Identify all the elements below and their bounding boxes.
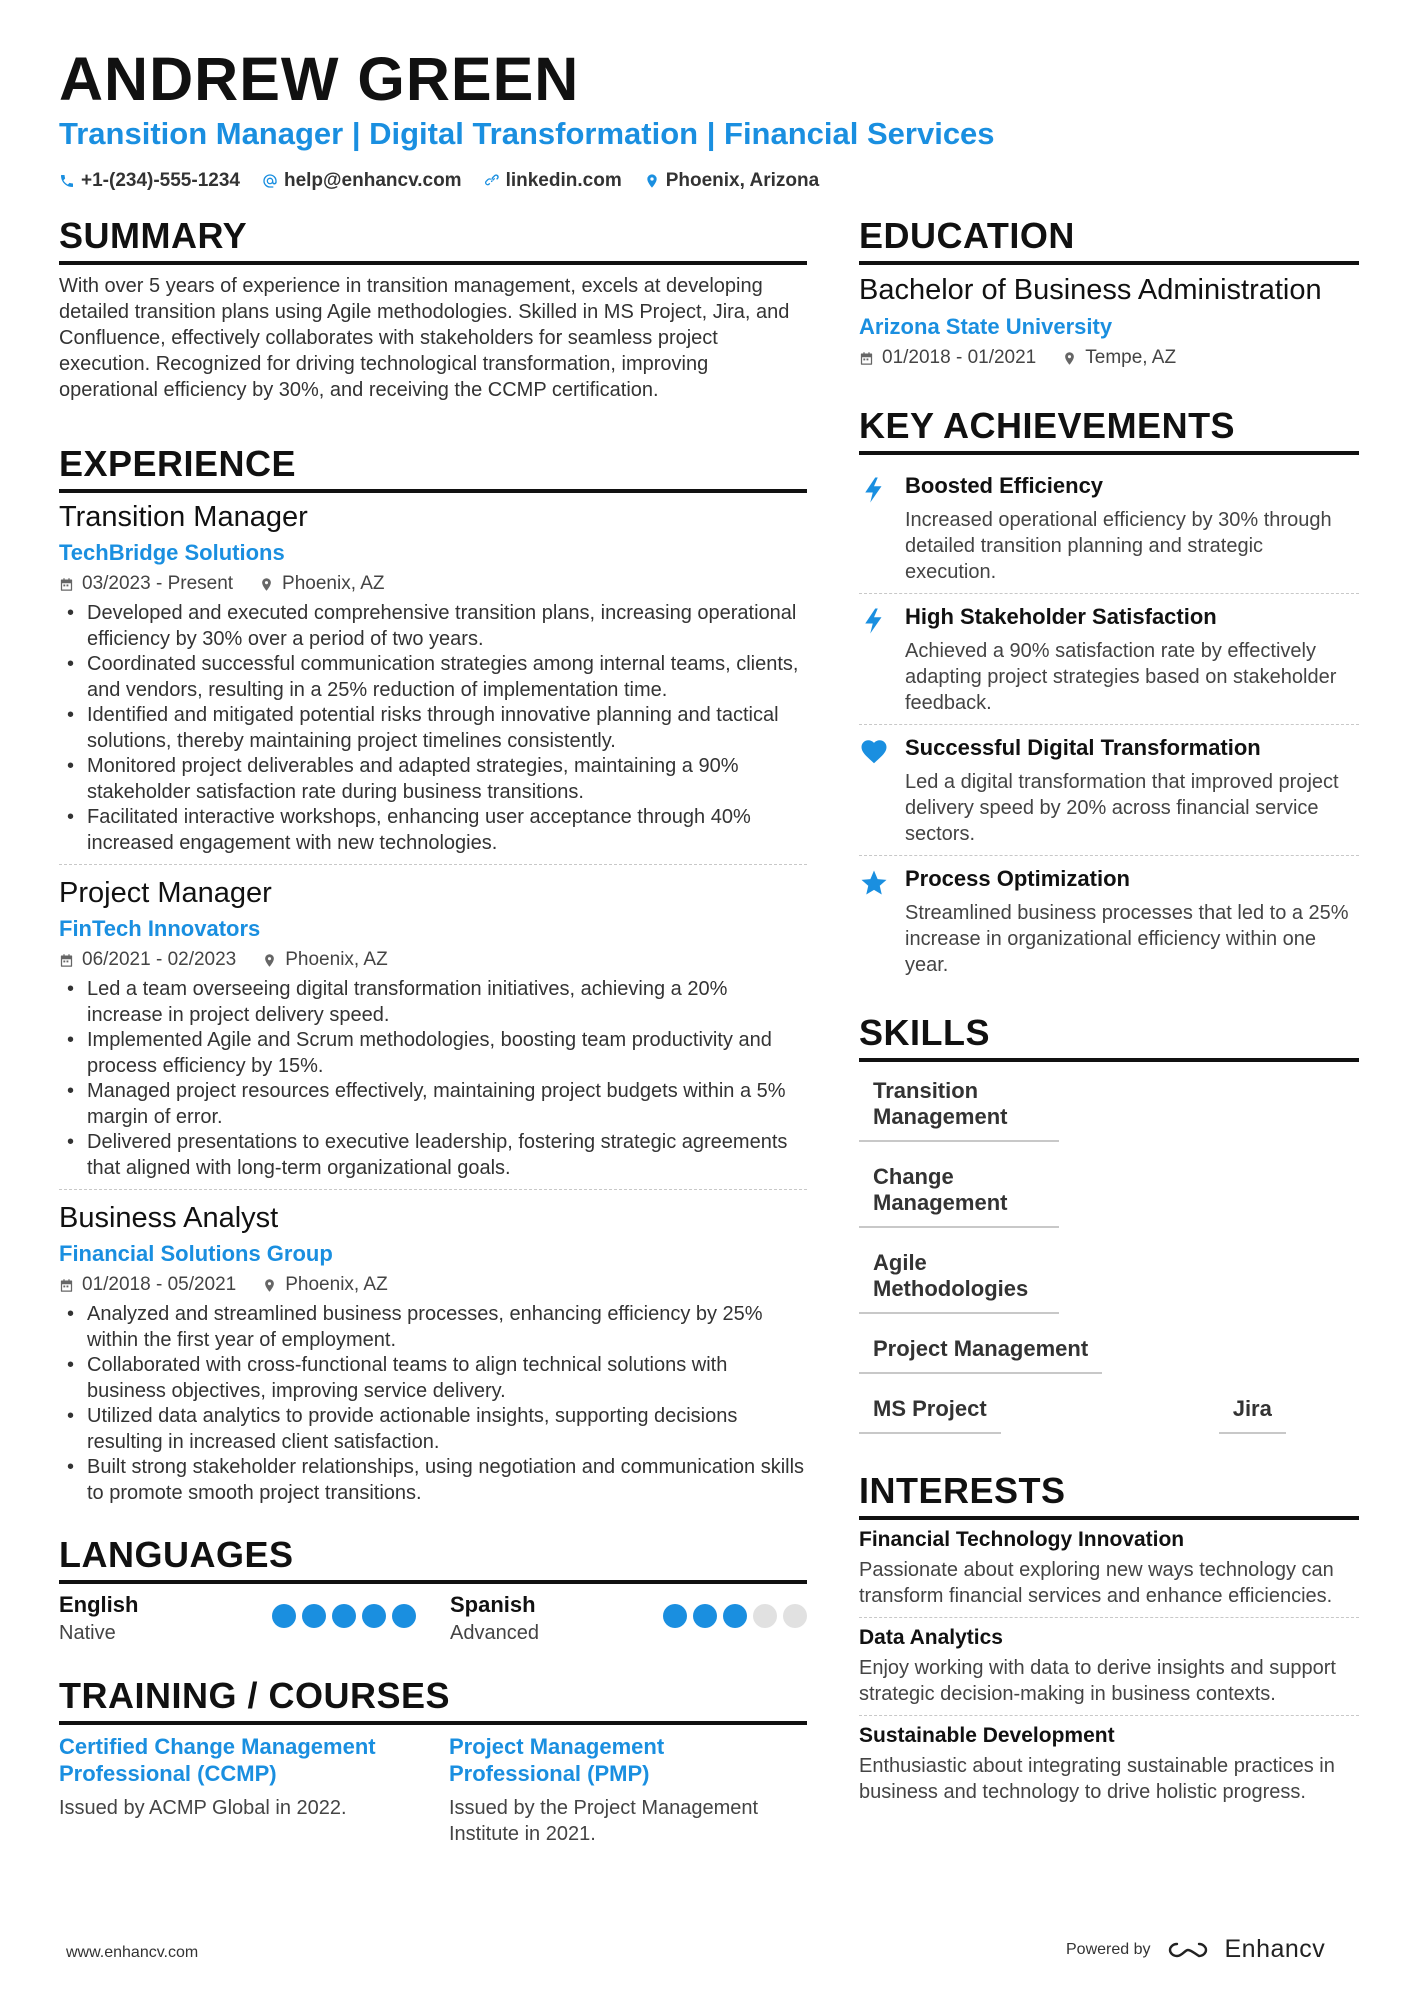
bullet-item: • Analyzed and streamlined business processes, enhancing efficiency by 25% within the first year of employment. — [59, 1302, 807, 1353]
education-location-text: Tempe, AZ — [1085, 347, 1177, 368]
achievement-item — [859, 463, 1359, 594]
rating-dot-empty — [783, 1604, 807, 1628]
language-level: Advanced — [450, 1622, 539, 1644]
education-dates-text: 01/2018 - 01/2021 — [882, 347, 1037, 368]
skills-heading: SKILLS — [859, 1012, 1359, 1062]
job-entry — [59, 877, 807, 1190]
phone-icon — [59, 173, 75, 189]
job-title: Business Analyst — [59, 1202, 279, 1234]
bullet-item: • Identified and mitigated potential risks through innovative planning and tactical solutions, thereby maintaining project timelines consistently. — [59, 703, 807, 754]
interest-desc: Enjoy working with data to derive insights and support strategic decision-making in business contexts. — [859, 1657, 1336, 1705]
job-dates-text: 03/2023 - Present — [82, 573, 234, 594]
heart-icon — [859, 737, 889, 767]
achievement-title: Boosted Efficiency — [905, 473, 1104, 498]
phone-text: +1-(234)-555-1234 — [81, 170, 240, 191]
job-location-text: Phoenix, AZ — [282, 573, 385, 594]
job-location — [262, 1274, 387, 1296]
job-dates — [59, 949, 236, 971]
job-title: Transition Manager — [59, 501, 308, 533]
brand-name: Enhancv — [1224, 1935, 1326, 1963]
course-title: Project Management Professional (PMP) — [449, 1734, 665, 1786]
language-item — [59, 1592, 416, 1645]
bullet-item: • Monitored project deliverables and adapted strategies, maintaining a 90% stakeholder satisfaction rate during business transitions. — [59, 754, 807, 805]
bullet-item: • Delivered presentations to executive leadership, fostering strategic agreements that aligned with long-term organizational goals. — [59, 1130, 807, 1181]
language-item — [450, 1592, 807, 1645]
job-meta — [59, 949, 807, 971]
lightning-icon — [859, 606, 889, 636]
language-level: Native — [59, 1622, 116, 1644]
training-heading: TRAINING / COURSES — [59, 1675, 807, 1725]
lightning-icon — [859, 475, 889, 505]
education-dates — [859, 347, 1036, 369]
enhancv-logo-icon — [1165, 1938, 1211, 1962]
language-rating — [663, 1604, 807, 1628]
achievement-title: High Stakeholder Satisfaction — [905, 604, 1217, 629]
contact-bar — [59, 170, 819, 192]
rating-dot-filled — [663, 1604, 687, 1628]
education-meta — [859, 347, 1359, 369]
course-title: Certified Change Management Professional (CCMP) — [59, 1734, 376, 1786]
job-meta — [59, 1274, 807, 1296]
summary-heading: SUMMARY — [59, 215, 807, 265]
calendar-icon — [59, 1278, 74, 1293]
map-pin-icon — [259, 577, 274, 592]
job-dates-text: 01/2018 - 05/2021 — [82, 1274, 237, 1295]
job-title: Project Manager — [59, 877, 272, 909]
interest-item — [859, 1626, 1359, 1716]
map-pin-icon — [644, 173, 660, 189]
rating-dot-filled — [392, 1604, 416, 1628]
education-heading: EDUCATION — [859, 215, 1359, 265]
left-column — [59, 215, 807, 1847]
job-bullets — [59, 1302, 807, 1506]
rating-dot-filled — [302, 1604, 326, 1628]
language-name: Spanish — [450, 1592, 536, 1617]
skill-tag: Jira — [1219, 1388, 1286, 1434]
bullet-item: • Led a team overseeing digital transformation initiatives, achieving a 20% increase in project delivery speed. — [59, 977, 807, 1028]
course-item — [449, 1733, 789, 1847]
star-icon — [859, 868, 889, 898]
skill-tag: Agile Methodologies — [859, 1242, 1059, 1314]
job-dates — [59, 1274, 236, 1296]
rating-dot-filled — [693, 1604, 717, 1628]
interest-item — [859, 1528, 1359, 1618]
footer-website[interactable]: www.enhancv.com — [66, 1944, 199, 1961]
interest-item — [859, 1724, 1359, 1813]
achievement-title: Successful Digital Transformation — [905, 735, 1261, 760]
bullet-item: • Coordinated successful communication strategies among internal teams, clients, and vendors, resulting in a 25% reduction of implementation time. — [59, 652, 807, 703]
skill-tag: Project Management — [859, 1328, 1102, 1374]
calendar-icon — [859, 351, 874, 366]
job-dates-text: 06/2021 - 02/2023 — [82, 949, 237, 970]
contact-phone[interactable] — [59, 170, 240, 192]
job-dates — [59, 573, 233, 595]
interest-desc: Passionate about exploring new ways technology can transform financial services and enhance efficiencies. — [859, 1559, 1334, 1607]
achievement-item — [859, 594, 1359, 725]
education-location — [1062, 347, 1176, 369]
calendar-icon — [59, 577, 74, 592]
summary-text: With over 5 years of experience in transition management, excels at developing detailed transition plans using Agile methodologies. Skilled in MS Project, Jira, and Confluence, effectively collaborates with stakeholders for seamless project execution. Recognized for driving technological transformation, improving operational efficiency by 30%, and receiving the CCMP certification. — [59, 275, 790, 401]
rating-dot-filled — [362, 1604, 386, 1628]
job-entry — [59, 1202, 807, 1514]
map-pin-icon — [262, 953, 277, 968]
interest-desc: Enthusiastic about integrating sustainable practices in business and technology to drive holistic progress. — [859, 1755, 1335, 1803]
calendar-icon — [59, 953, 74, 968]
location-text: Phoenix, Arizona — [665, 170, 820, 191]
achievement-desc: Streamlined business processes that led to a 25% increase in organizational efficiency within one year. — [905, 902, 1349, 976]
language-rating — [272, 1604, 416, 1628]
bullet-item: • Utilized data analytics to provide actionable insights, supporting decisions resulting in increased client satisfaction. — [59, 1404, 807, 1455]
achievements-list — [859, 463, 1359, 986]
skill-tag: MS Project — [859, 1388, 1001, 1434]
bullet-item: • Implemented Agile and Scrum methodologies, boosting team productivity and process efficiency by 15%. — [59, 1028, 807, 1079]
job-bullets — [59, 977, 807, 1181]
achievement-item — [859, 725, 1359, 856]
language-name: English — [59, 1592, 139, 1617]
company-name: FinTech Innovators — [59, 916, 261, 941]
interests-heading: INTERESTS — [859, 1470, 1359, 1520]
languages-heading: LANGUAGES — [59, 1534, 807, 1584]
rating-dot-filled — [272, 1604, 296, 1628]
email-text: help@enhancv.com — [283, 170, 462, 191]
bullet-item: • Facilitated interactive workshops, enhancing user acceptance through 40% increased engagement with new technologies. — [59, 805, 807, 856]
powered-by-label: Powered by — [1066, 1940, 1151, 1958]
contact-linkedin[interactable] — [484, 170, 622, 192]
headline: Transition Manager | Digital Transformation | Financial Services — [59, 116, 995, 151]
languages-list — [59, 1592, 807, 1645]
contact-email[interactable] — [262, 170, 462, 192]
skill-tag: Change Management — [859, 1156, 1059, 1228]
right-column — [859, 215, 1359, 1821]
candidate-name: ANDREW GREEN — [59, 45, 580, 113]
skill-tag: Transition Management — [859, 1070, 1059, 1142]
job-location-text: Phoenix, AZ — [285, 1274, 388, 1295]
course-desc: Issued by ACMP Global in 2022. — [59, 1797, 347, 1819]
footer-branding — [1066, 1935, 1325, 1964]
interest-title: Financial Technology Innovation — [859, 1528, 1185, 1551]
bullet-item: • Managed project resources effectively, maintaining project budgets within a 5% margin of error. — [59, 1079, 807, 1130]
bullet-item: • Built strong stakeholder relationships, using negotiation and communication skills to promote smooth project transitions. — [59, 1455, 807, 1506]
school-name: Arizona State University — [859, 314, 1113, 339]
company-name: Financial Solutions Group — [59, 1241, 333, 1266]
job-location — [262, 949, 387, 971]
achievements-heading: KEY ACHIEVEMENTS — [859, 405, 1359, 455]
contact-location — [644, 170, 819, 192]
achievement-desc: Led a digital transformation that improved project delivery speed by 20% across financial service sectors. — [905, 771, 1339, 845]
bullet-item: • Developed and executed comprehensive transition plans, increasing operational efficiency by 30% over a period of two years. — [59, 601, 807, 652]
rating-dot-empty — [753, 1604, 777, 1628]
courses-list — [59, 1733, 807, 1847]
job-entry — [59, 501, 807, 865]
job-location — [259, 573, 384, 595]
at-icon — [262, 173, 278, 189]
interest-title: Sustainable Development — [859, 1724, 1115, 1747]
course-desc: Issued by the Project Management Institute in 2021. — [449, 1797, 759, 1845]
achievement-title: Process Optimization — [905, 866, 1130, 891]
map-pin-icon — [262, 1278, 277, 1293]
company-name: TechBridge Solutions — [59, 540, 285, 565]
job-bullets — [59, 601, 807, 856]
job-meta — [59, 573, 807, 595]
map-pin-icon — [1062, 351, 1077, 366]
achievement-item — [859, 856, 1359, 986]
rating-dot-filled — [332, 1604, 356, 1628]
link-icon — [484, 173, 500, 189]
job-location-text: Phoenix, AZ — [285, 949, 388, 970]
interests-list — [859, 1528, 1359, 1813]
course-item — [59, 1733, 399, 1847]
bullet-item: • Collaborated with cross-functional teams to align technical solutions with business objectives, improving service delivery. — [59, 1353, 807, 1404]
achievement-desc: Increased operational efficiency by 30% through detailed transition planning and strategic execution. — [905, 509, 1332, 583]
interest-title: Data Analytics — [859, 1626, 1003, 1649]
degree: Bachelor of Business Administration — [859, 274, 1322, 306]
experience-heading: EXPERIENCE — [59, 443, 807, 493]
rating-dot-filled — [723, 1604, 747, 1628]
skills-list — [859, 1070, 1359, 1434]
achievement-desc: Achieved a 90% satisfaction rate by effectively adapting project strategies based on stakeholder feedback. — [905, 640, 1337, 714]
linkedin-text: linkedin.com — [505, 170, 622, 191]
